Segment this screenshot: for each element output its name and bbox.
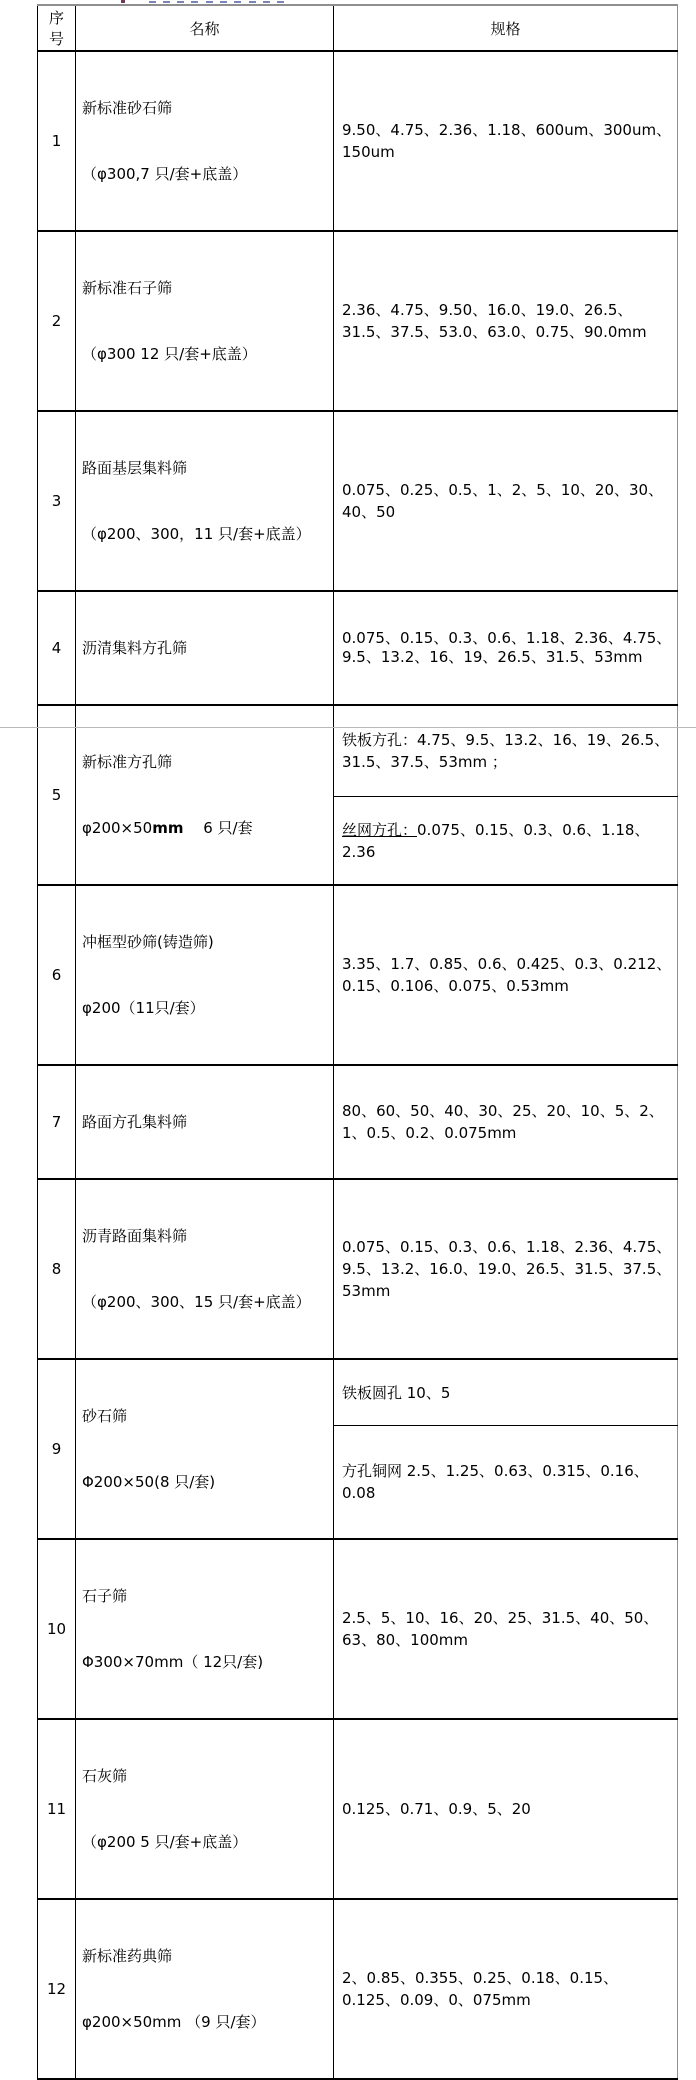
spec-subcell-coppermesh: 方孔铜网 2.5、1.25、0.63、0.315、0.16、0.08	[334, 1426, 678, 1539]
table-row	[38, 1359, 678, 1426]
spec-cell: 3.35、1.7、0.85、0.6、0.425、0.3、0.212、0.15、0.106、0.075、0.53mm	[334, 885, 678, 1065]
name-line1: 石灰筛	[82, 1767, 128, 1785]
clipped-text-fragment	[121, 0, 301, 3]
row-number: 12	[38, 1899, 76, 2079]
name-cell	[76, 1719, 334, 1899]
name-line2: （φ200 5 只/套+底盖）	[82, 1833, 248, 1851]
table-row	[38, 885, 678, 1065]
row-number: 1	[38, 51, 76, 231]
row-number: 10	[38, 1539, 76, 1719]
spec-cell: 2.5、5、10、16、20、25、31.5、40、50、63、80、100mm	[334, 1539, 678, 1719]
table-header-row	[38, 5, 678, 51]
spec-cell: 9.50、4.75、2.36、1.18、600um、300um、150um	[334, 51, 678, 231]
name-line1: 路面基层集料筛	[82, 459, 188, 477]
name-cell	[76, 1539, 334, 1719]
name-line2: Φ300×70mm（ 12只/套)	[82, 1653, 264, 1671]
name-line1: 新标准石子筛	[82, 279, 173, 297]
table-row	[38, 705, 678, 797]
row-number: 2	[38, 231, 76, 411]
name-line1: 砂石筛	[82, 1407, 128, 1425]
name-cell	[76, 1179, 334, 1359]
spec-cell: 0.075、0.25、0.5、1、2、5、10、20、30、40、50	[334, 411, 678, 591]
table-row	[38, 51, 678, 231]
row-number: 4	[38, 591, 76, 705]
name-line1: 新标准药典筛	[82, 1947, 173, 1965]
name-cell	[76, 231, 334, 411]
name-line2: （φ200、300、15 只/套+底盖）	[82, 1293, 311, 1311]
name-cell	[76, 705, 334, 885]
product-spec-table	[37, 4, 678, 2080]
name-cell	[76, 885, 334, 1065]
table-row	[38, 1065, 678, 1179]
name-line1: 石子筛	[82, 1587, 128, 1605]
table-row	[38, 231, 678, 411]
name-cell	[76, 591, 334, 705]
name-line2: φ200×50mm 6 只/套	[82, 819, 253, 837]
spec-cell: 2.36、4.75、9.50、16.0、19.0、26.5、31.5、37.5、53.0、63.0、0.75、90.0mm	[334, 231, 678, 411]
row-number: 11	[38, 1719, 76, 1899]
row-number: 3	[38, 411, 76, 591]
name-line1: 沥清集料方孔筛	[82, 639, 188, 657]
table-row	[38, 411, 678, 591]
name-line1: 新标准方孔筛	[82, 753, 173, 771]
name-line1: 新标准砂石筛	[82, 99, 173, 117]
name-line1: 路面方孔集料筛	[82, 1113, 188, 1131]
name-line2: Φ200×50(8 只/套)	[82, 1473, 216, 1491]
table-row	[38, 1899, 678, 2079]
name-line1: 冲框型砂筛(铸造筛)	[82, 933, 214, 951]
name-cell	[76, 411, 334, 591]
table-row	[38, 1539, 678, 1719]
spec-subcell-mesh: 丝网方孔：0.075、0.15、0.3、0.6、1.18、2.36	[334, 797, 678, 885]
name-cell	[76, 51, 334, 231]
table-row	[38, 591, 678, 705]
table-row	[38, 1179, 678, 1359]
name-cell	[76, 1065, 334, 1179]
table-row	[38, 1719, 678, 1899]
row-number: 9	[38, 1359, 76, 1539]
spec-subcell-plate: 铁板方孔：4.75、9.5、13.2、16、19、26.5、31.5、37.5、53mm ；	[334, 705, 678, 797]
name-cell	[76, 1899, 334, 2079]
row-number: 7	[38, 1065, 76, 1179]
spec-cell: 0.075、0.15、0.3、0.6、1.18、2.36、4.75、9.5、13.2、16.0、19.0、26.5、31.5、37.5、53mm	[334, 1179, 678, 1359]
header-index: 序号	[38, 5, 76, 51]
row-number: 8	[38, 1179, 76, 1359]
header-spec: 规格	[334, 5, 678, 51]
spec-cell: 80、60、50、40、30、25、20、10、5、2、1、0.5、0.2、0.075mm	[334, 1065, 678, 1179]
screenshot-bottom-edge	[0, 727, 696, 728]
row-number: 6	[38, 885, 76, 1065]
name-line2: φ200（11只/套）	[82, 999, 205, 1017]
spec-cell: 0.075、0.15、0.3、0.6、1.18、2.36、4.75、9.5、13.2、16、19、26.5、31.5、53mm	[334, 591, 678, 705]
spec-cell: 2、0.85、0.355、0.25、0.18、0.15、0.125、0.09、0、075mm	[334, 1899, 678, 2079]
spec-subcell-roundhole: 铁板圆孔 10、5	[334, 1359, 678, 1426]
name-line2: （φ200、300，11 只/套+底盖）	[82, 525, 311, 543]
row-number: 5	[38, 705, 76, 885]
name-cell	[76, 1359, 334, 1539]
name-line1: 沥青路面集料筛	[82, 1227, 188, 1245]
header-name: 名称	[76, 5, 334, 51]
name-line2: （φ300 12 只/套+底盖）	[82, 345, 257, 363]
name-line2: （φ300,7 只/套+底盖）	[82, 165, 248, 183]
spec-cell: 0.125、0.71、0.9、5、20	[334, 1719, 678, 1899]
name-line2: φ200×50mm （9 只/套）	[82, 2013, 266, 2031]
